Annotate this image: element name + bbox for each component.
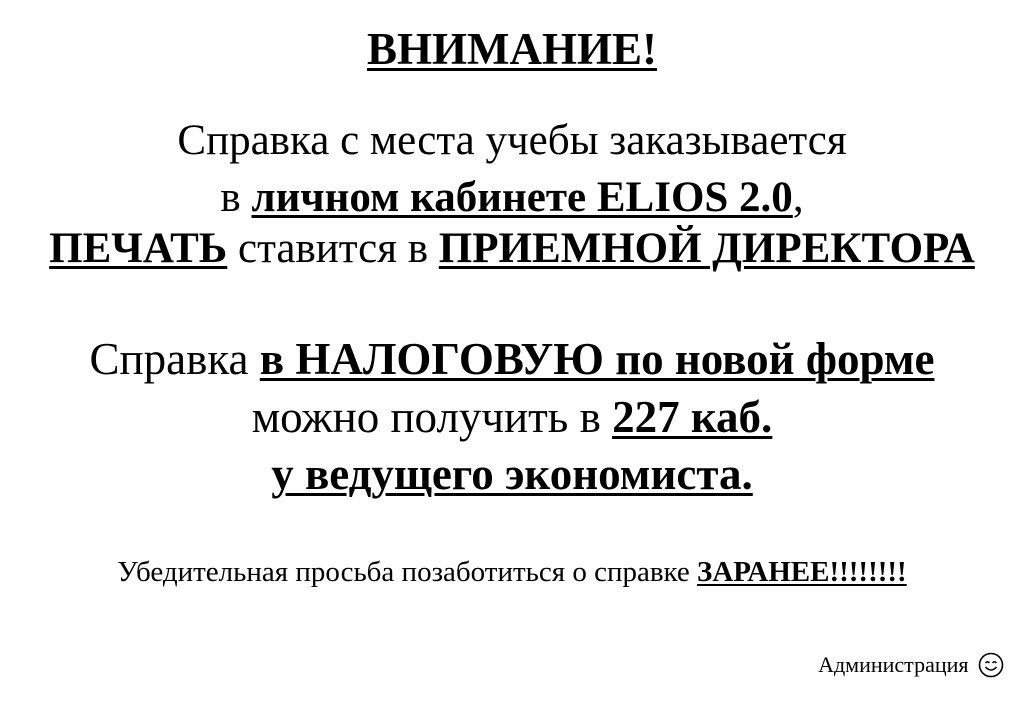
request-line — [0, 552, 1024, 592]
signature-text: Администрация — [818, 652, 969, 677]
tax-certificate-line — [0, 331, 1024, 387]
tax-certificate-highlight: в НАЛОГОВУЮ по новой форме — [259, 334, 935, 384]
certificate-order-text: Справка с места учебы заказывается — [177, 117, 847, 164]
stamp-highlight: ПЕЧАТЬ — [49, 225, 228, 272]
room-number-highlight: 227 каб. — [612, 392, 773, 442]
tax-certificate-prefix: Справка — [89, 334, 260, 384]
smiley-face-svg — [978, 652, 1004, 678]
certificate-order-line — [0, 114, 1024, 168]
elios-cabinet-highlight: личном кабинете ELIOS 2.0 — [251, 174, 793, 221]
elios-suffix: , — [792, 174, 804, 221]
request-text: Убедительная просьба позаботиться о справке — [117, 556, 698, 588]
elios-cabinet-line — [0, 171, 1024, 225]
smiley-face-icon — [978, 652, 1004, 678]
signature — [818, 648, 1004, 682]
director-office-highlight: ПРИЕМНОЙ ДИРЕКТОРА — [438, 225, 975, 272]
economist-line — [0, 446, 1024, 502]
in-advance-highlight: ЗАРАНЕЕ!!!!!!!! — [697, 556, 907, 588]
stamp-line — [0, 222, 1024, 276]
elios-prefix: в — [220, 174, 252, 221]
economist-highlight: у ведущего экономиста. — [271, 449, 753, 499]
stamp-middle-text: ставится в — [227, 225, 439, 272]
room-line — [0, 389, 1024, 445]
notice-title: ВНИМАНИЕ! — [367, 24, 657, 74]
room-prefix: можно получить в — [251, 392, 613, 442]
